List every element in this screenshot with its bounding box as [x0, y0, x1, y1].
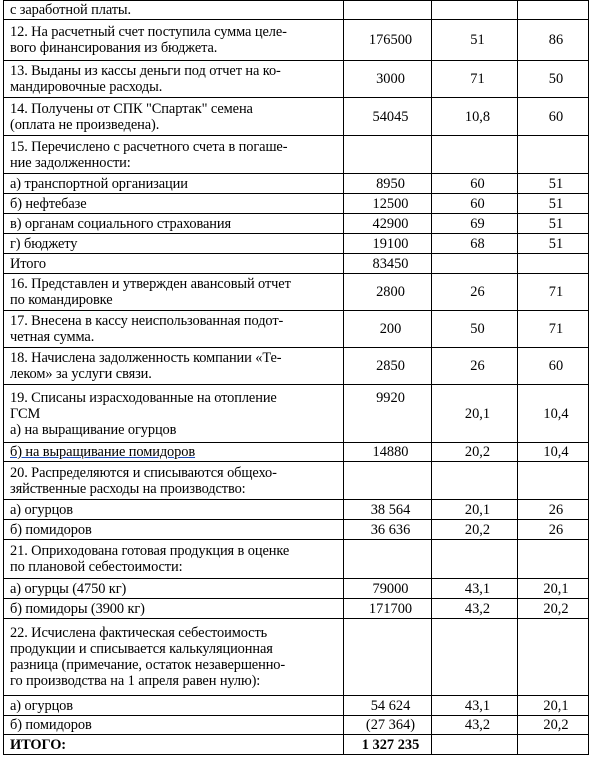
amount-cell — [344, 136, 432, 174]
operation-description — [4, 540, 344, 579]
operation-description — [4, 579, 344, 599]
operation-description — [4, 385, 344, 443]
amount-cell: 54 624 — [344, 696, 432, 716]
table-row — [4, 579, 589, 599]
journal-table-body — [4, 1, 589, 755]
debit-cell: 69 — [432, 214, 518, 234]
debit-cell: 51 — [432, 20, 518, 61]
description-line: 18. Начислена задолженность компании «Те- — [10, 350, 282, 366]
credit-cell: 20,1 — [518, 579, 589, 599]
description-line: 21. Оприходована готовая продукция в оценке — [10, 543, 290, 559]
debit-cell: 43,1 — [432, 579, 518, 599]
amount-cell: (27 364) — [344, 716, 432, 735]
table-row — [4, 98, 589, 136]
table-row — [4, 136, 589, 174]
operation-description — [4, 500, 344, 520]
credit-cell: 10,4 — [518, 385, 589, 443]
credit-cell: 20,2 — [518, 599, 589, 619]
table-row — [4, 254, 589, 274]
amount-cell: 19100 — [344, 234, 432, 254]
amount-cell: 12500 — [344, 194, 432, 214]
debit-cell: 20,2 — [432, 443, 518, 462]
amount-cell: 38 564 — [344, 500, 432, 520]
description-line: а) огурцов — [10, 501, 73, 518]
credit-cell — [518, 136, 589, 174]
credit-cell: 51 — [518, 214, 589, 234]
table-row — [4, 274, 589, 311]
amount-cell: 42900 — [344, 214, 432, 234]
amount-spacer — [350, 422, 431, 438]
description-line: 12. На расчетный счет поступила сумма целе- — [10, 24, 287, 40]
description-line: 16. Представлен и утвержден авансовый отчет — [10, 276, 291, 292]
operation-description — [4, 311, 344, 348]
operation-description — [4, 136, 344, 174]
table-row — [4, 462, 589, 500]
operation-description — [4, 194, 344, 214]
credit-cell — [518, 1, 589, 20]
operation-description — [4, 61, 344, 98]
debit-cell: 43,2 — [432, 716, 518, 735]
operation-description — [4, 520, 344, 540]
debit-cell: 26 — [432, 274, 518, 311]
operation-description — [4, 696, 344, 716]
operation-description — [4, 274, 344, 311]
operation-description — [4, 619, 344, 696]
table-row — [4, 443, 589, 462]
description-line: го производства на 1 апреля равен нулю): — [10, 673, 261, 689]
description-line: 20. Распределяются и списываются общехо- — [10, 464, 277, 481]
credit-cell: 26 — [518, 520, 589, 540]
description-line: а) огурцов — [10, 697, 73, 714]
description-line: леком» за услуги связи. — [10, 366, 152, 382]
debit-cell: 20,2 — [432, 520, 518, 540]
credit-cell: 51 — [518, 174, 589, 194]
description-line: а) огурцы (4750 кг) — [10, 580, 127, 597]
description-line: 13. Выданы из кассы деньги под отчет на ко- — [10, 63, 281, 79]
amount-cell — [344, 1, 432, 20]
operation-description — [4, 234, 344, 254]
operation-description — [4, 735, 344, 755]
operation-description — [4, 443, 344, 462]
table-row — [4, 540, 589, 579]
amount-value: 9920 — [376, 389, 405, 406]
description-line: продукции и списывается калькуляционная — [10, 641, 273, 657]
operation-description — [4, 716, 344, 735]
credit-cell — [518, 619, 589, 696]
debit-cell: 43,2 — [432, 599, 518, 619]
credit-cell: 20,1 — [518, 696, 589, 716]
description-line: в) органам социального страхования — [10, 215, 232, 232]
description-line: (оплата не произведена). — [10, 116, 160, 133]
debit-cell — [432, 540, 518, 579]
description-line: по командировке — [10, 292, 113, 308]
credit-cell — [518, 254, 589, 274]
credit-cell: 10,4 — [518, 443, 589, 462]
description-line: вого финансирования из бюджета. — [10, 40, 218, 56]
description-line: ИТОГО: — [10, 736, 66, 753]
debit-cell: 71 — [432, 61, 518, 98]
description-line: по плановой себестоимости: — [10, 559, 183, 575]
amount-cell — [344, 619, 432, 696]
debit-cell — [432, 254, 518, 274]
amount-cell: 171700 — [344, 599, 432, 619]
debit-cell — [432, 462, 518, 500]
operation-description — [4, 1, 344, 20]
table-row — [4, 716, 589, 735]
credit-cell: 51 — [518, 234, 589, 254]
description-line: б) нефтебазе — [10, 195, 87, 212]
table-row — [4, 599, 589, 619]
amount-cell: 54045 — [344, 98, 432, 136]
amount-cell: 1 327 235 — [344, 735, 432, 755]
description-line: г) бюджету — [10, 235, 78, 252]
credit-cell: 50 — [518, 61, 589, 98]
description-line: ние задолженности: — [10, 154, 131, 171]
debit-cell: 60 — [432, 194, 518, 214]
debit-cell — [432, 619, 518, 696]
description-line: 14. Получены от СПК "Спартак" семена — [10, 100, 253, 117]
amount-cell — [344, 385, 432, 443]
credit-cell — [518, 462, 589, 500]
amount-cell — [344, 462, 432, 500]
amount-cell — [344, 540, 432, 579]
debit-cell — [432, 735, 518, 755]
debit-cell: 68 — [432, 234, 518, 254]
credit-cell — [518, 735, 589, 755]
credit-cell: 71 — [518, 311, 589, 348]
operation-description — [4, 462, 344, 500]
table-row — [4, 234, 589, 254]
operation-description — [4, 254, 344, 274]
description-line: ГСМ — [10, 405, 41, 422]
debit-cell — [432, 136, 518, 174]
table-row — [4, 311, 589, 348]
operation-description — [4, 348, 344, 385]
description-line: а) на выращивание огурцов — [10, 421, 177, 438]
journal-table — [3, 0, 589, 755]
amount-cell: 79000 — [344, 579, 432, 599]
amount-spacer — [350, 406, 431, 422]
table-row — [4, 194, 589, 214]
description-line: 19. Списаны израсходованные на отопление — [10, 389, 277, 406]
credit-cell — [518, 540, 589, 579]
description-line: а) транспортной организации — [10, 175, 188, 192]
operation-description — [4, 20, 344, 61]
description-line: б) помидоров — [10, 717, 92, 733]
table-row — [4, 20, 589, 61]
amount-cell: 3000 — [344, 61, 432, 98]
table-row — [4, 348, 589, 385]
amount-cell: 200 — [344, 311, 432, 348]
credit-cell: 60 — [518, 98, 589, 136]
operation-description — [4, 98, 344, 136]
operation-description — [4, 599, 344, 619]
amount-cell: 36 636 — [344, 520, 432, 540]
table-row — [4, 520, 589, 540]
credit-cell: 86 — [518, 20, 589, 61]
description-line: мандировочные расходы. — [10, 79, 163, 95]
credit-cell: 71 — [518, 274, 589, 311]
description-line: Итого — [10, 255, 46, 272]
amount-cell: 8950 — [344, 174, 432, 194]
description-line: 15. Перечислено с расчетного счета в погаше- — [10, 138, 288, 155]
operation-description — [4, 174, 344, 194]
description-line: 17. Внесена в кассу неиспользованная подот- — [10, 313, 284, 329]
table-row — [4, 696, 589, 716]
grand-total-row — [4, 735, 589, 755]
debit-cell: 50 — [432, 311, 518, 348]
description-line: б) помидоры (3900 кг) — [10, 600, 145, 617]
table-row — [4, 174, 589, 194]
description-line: с заработной платы. — [10, 2, 132, 18]
debit-cell: 43,1 — [432, 696, 518, 716]
description-line: 22. Исчислена фактическая себестоимость — [10, 625, 268, 641]
debit-cell: 26 — [432, 348, 518, 385]
debit-cell: 10,8 — [432, 98, 518, 136]
table-row — [4, 1, 589, 20]
description-line: б) на выращивание помидоров — [10, 444, 196, 460]
amount-cell: 14880 — [344, 443, 432, 462]
description-line: разница (примечание, остаток незавершенно- — [10, 657, 286, 673]
operation-description — [4, 214, 344, 234]
table-row — [4, 619, 589, 696]
amount-cell: 2850 — [344, 348, 432, 385]
description-line: б) помидоров — [10, 521, 92, 538]
credit-cell: 26 — [518, 500, 589, 520]
table-row — [4, 500, 589, 520]
debit-cell: 20,1 — [432, 500, 518, 520]
credit-cell: 60 — [518, 348, 589, 385]
table-row — [4, 214, 589, 234]
amount-cell: 83450 — [344, 254, 432, 274]
table-row — [4, 61, 589, 98]
credit-cell: 20,2 — [518, 716, 589, 735]
table-row — [4, 385, 589, 443]
description-line: зяйственные расходы на производство: — [10, 480, 246, 497]
debit-cell — [432, 1, 518, 20]
amount-cell: 2800 — [344, 274, 432, 311]
credit-cell: 51 — [518, 194, 589, 214]
debit-cell: 20,1 — [432, 385, 518, 443]
amount-cell: 176500 — [344, 20, 432, 61]
debit-cell: 60 — [432, 174, 518, 194]
description-line: четная сумма. — [10, 329, 95, 345]
